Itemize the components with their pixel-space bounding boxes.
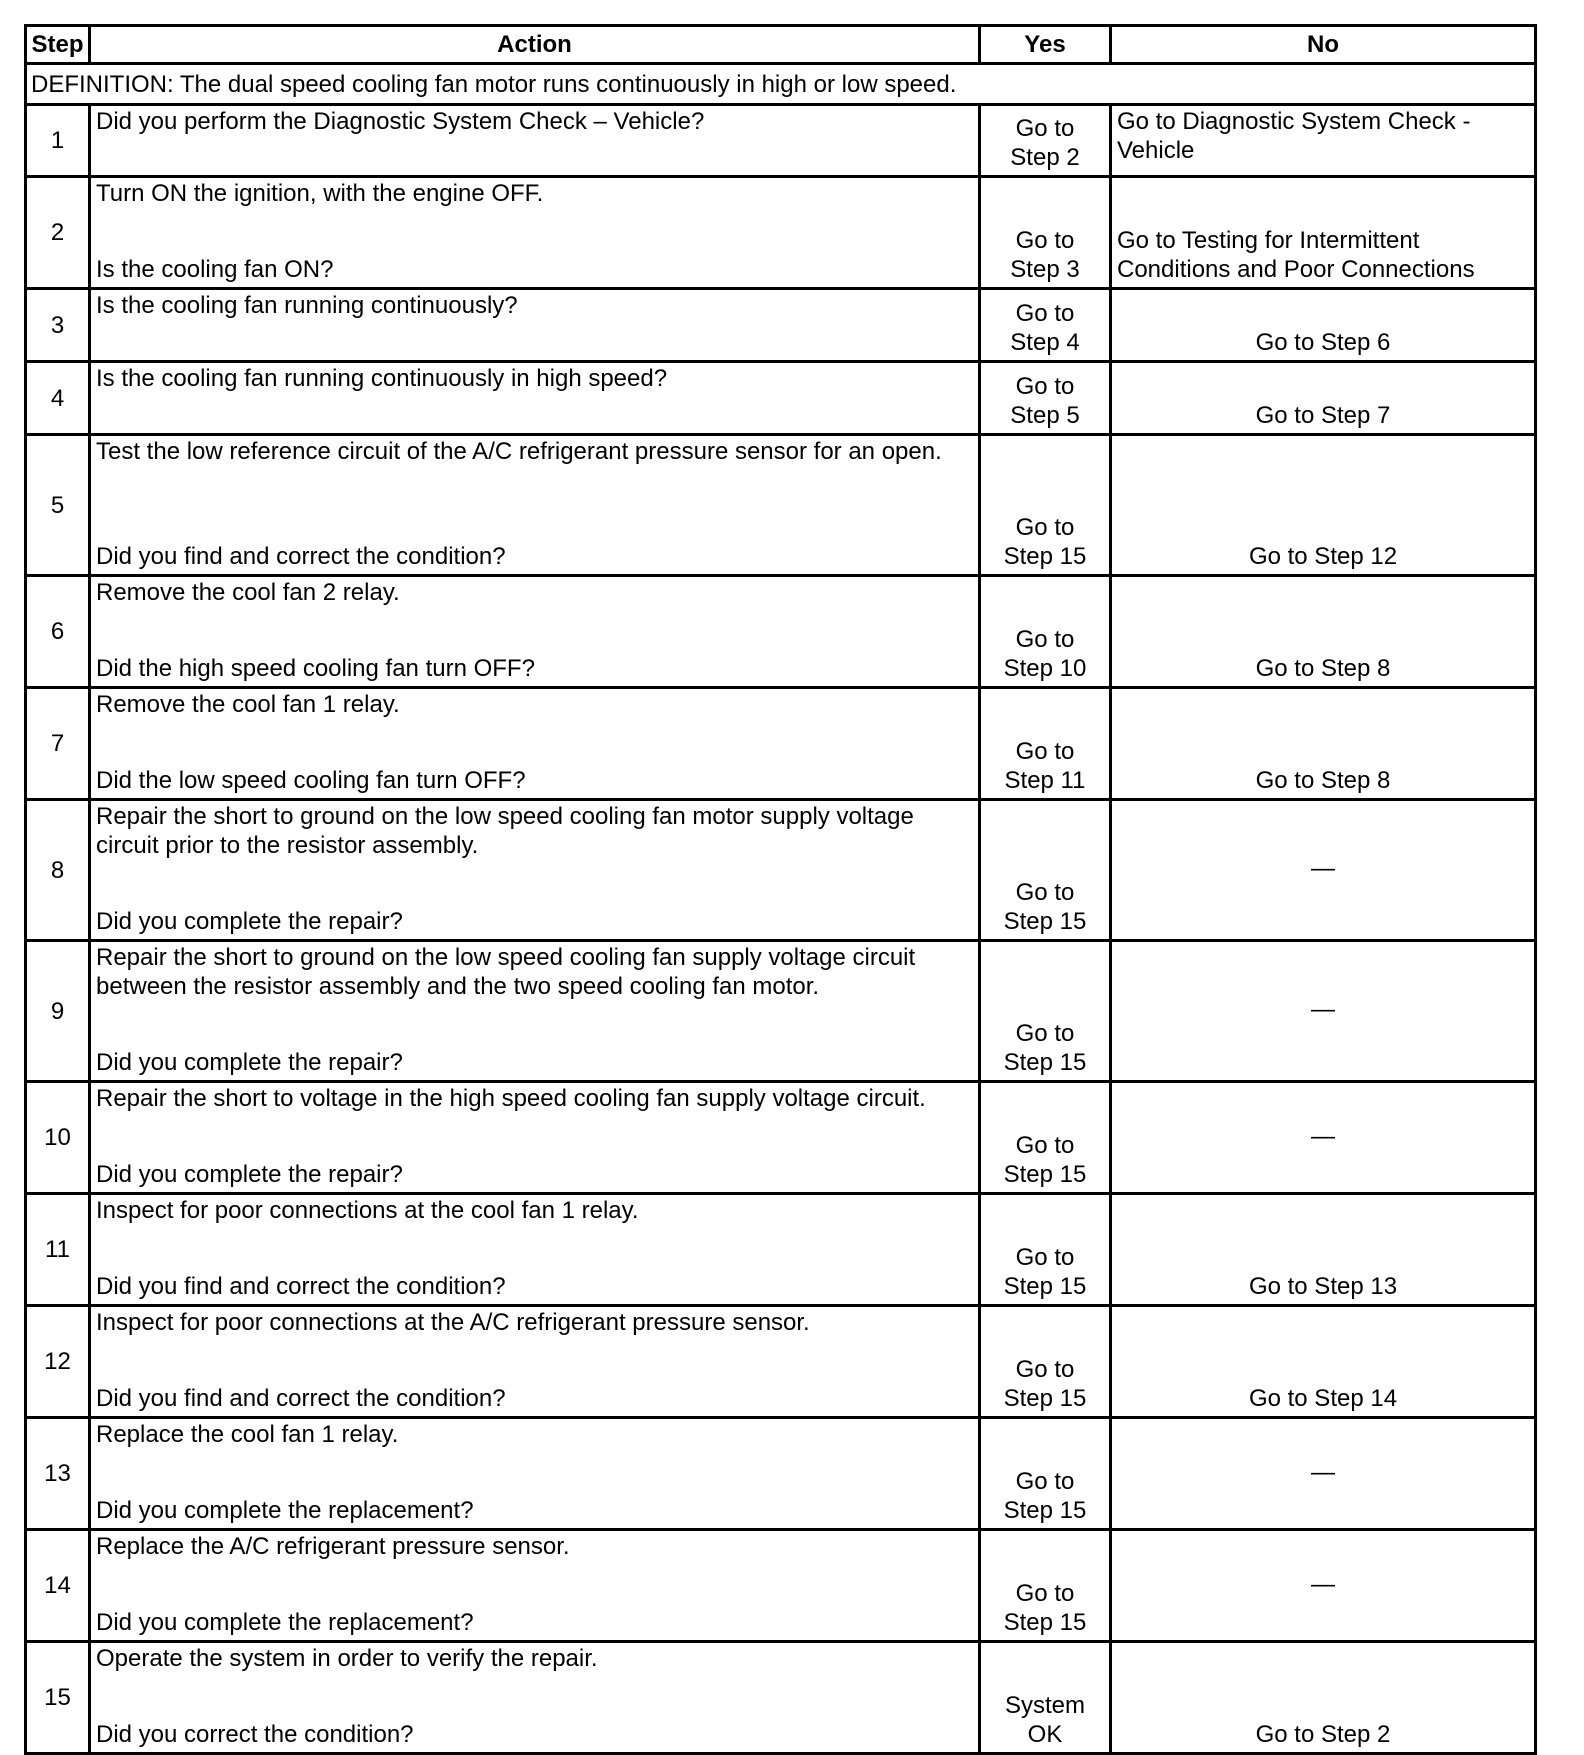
action-question: Did you complete the repair? — [96, 1161, 403, 1188]
table-row — [26, 362, 1536, 435]
action-cell — [90, 435, 980, 576]
action-question: Did you find and correct the condition? — [96, 1385, 506, 1412]
action-cell — [90, 105, 980, 177]
action-question: Did you complete the repair? — [96, 908, 403, 935]
table-row — [26, 105, 1536, 177]
no-cell: Go to Step 14 — [1111, 1306, 1536, 1418]
table-row — [26, 435, 1536, 576]
no-cell-empty-dash: — — [1111, 1530, 1536, 1642]
action-cell — [90, 941, 980, 1082]
yes-cell — [980, 1306, 1111, 1418]
step-number: 1 — [26, 105, 90, 177]
yes-result-line: Go to — [1015, 1132, 1075, 1159]
yes-result-line: Go to — [1015, 626, 1075, 653]
action-cell — [90, 1418, 980, 1530]
action-cell — [90, 688, 980, 800]
action-content — [96, 107, 974, 172]
no-cell: Go to Step 6 — [1111, 289, 1536, 362]
action-content — [96, 943, 974, 1077]
table-row — [26, 576, 1536, 688]
yes-result-line: Step 2 — [1010, 144, 1080, 171]
header-action: Action — [90, 26, 980, 64]
table-row — [26, 289, 1536, 362]
yes-result-line: System — [1004, 1692, 1085, 1719]
action-instruction: Inspect for poor connections at the A/C refrigerant pressure sensor. — [96, 1309, 810, 1336]
action-question: Did you complete the repair? — [96, 1049, 403, 1076]
action-content — [96, 291, 974, 357]
action-content — [96, 437, 974, 571]
yes-result-line: Step 15 — [1003, 1161, 1087, 1188]
yes-result-line: Go to — [1015, 1020, 1075, 1047]
yes-result-line: Step 3 — [1010, 256, 1080, 283]
yes-result-line: Step 15 — [1003, 1273, 1087, 1300]
action-instruction: Operate the system in order to verify the repair. — [96, 1645, 598, 1672]
action-cell — [90, 800, 980, 941]
yes-cell — [980, 289, 1111, 362]
no-cell: Go to Step 8 — [1111, 576, 1536, 688]
step-number: 8 — [26, 800, 90, 941]
yes-cell — [980, 362, 1111, 435]
action-content — [96, 1196, 974, 1301]
step-number: 9 — [26, 941, 90, 1082]
no-cell: Go to Testing for Intermittent Conditions and Poor Connections — [1111, 177, 1536, 289]
yes-result-line: Go to — [1015, 300, 1075, 327]
table-row — [26, 177, 1536, 289]
definition-text: DEFINITION: The dual speed cooling fan motor runs continuously in high or low speed. — [26, 64, 1536, 105]
step-number: 3 — [26, 289, 90, 362]
header-no: No — [1111, 26, 1536, 64]
step-number: 4 — [26, 362, 90, 435]
yes-result-line: Go to — [1015, 1244, 1075, 1271]
table-row — [26, 1530, 1536, 1642]
no-cell-empty-dash: — — [1111, 941, 1536, 1082]
yes-cell — [980, 177, 1111, 289]
no-cell: Go to Step 7 — [1111, 362, 1536, 435]
action-instruction: Did you perform the Diagnostic System Check – Vehicle? — [96, 108, 705, 135]
yes-result-line: OK — [1027, 1721, 1063, 1748]
step-number: 13 — [26, 1418, 90, 1530]
action-instruction: Repair the short to voltage in the high speed cooling fan supply voltage circuit. — [96, 1085, 926, 1112]
yes-cell — [980, 1194, 1111, 1306]
action-question: Did you complete the replacement? — [96, 1497, 474, 1524]
yes-result-line: Go to — [1015, 1356, 1075, 1383]
action-question: Did you complete the replacement? — [96, 1609, 474, 1636]
yes-result-line: Step 15 — [1003, 1049, 1087, 1076]
yes-result-line: Step 15 — [1003, 908, 1087, 935]
yes-cell — [980, 105, 1111, 177]
yes-result-line: Go to — [1015, 1580, 1075, 1607]
action-question: Did you find and correct the condition? — [96, 543, 506, 570]
table-row — [26, 688, 1536, 800]
action-instruction: Turn ON the ignition, with the engine OFF. — [96, 180, 544, 207]
table-row — [26, 1082, 1536, 1194]
yes-result-line: Step 4 — [1010, 329, 1080, 356]
action-instruction: Repair the short to ground on the low speed cooling fan supply voltage circuit between the resistor assembly and the two speed cooling fan motor. — [96, 944, 916, 1000]
action-cell — [90, 177, 980, 289]
header-step: Step — [26, 26, 90, 64]
action-instruction: Replace the A/C refrigerant pressure sensor. — [96, 1533, 570, 1560]
no-cell: Go to Step 12 — [1111, 435, 1536, 576]
action-cell — [90, 289, 980, 362]
yes-cell — [980, 576, 1111, 688]
action-content — [96, 1644, 974, 1749]
yes-result-line: Step 15 — [1003, 1609, 1087, 1636]
yes-result-line: Go to — [1015, 115, 1075, 142]
no-cell-empty-dash: — — [1111, 1082, 1536, 1194]
action-content — [96, 802, 974, 936]
action-instruction: Repair the short to ground on the low speed cooling fan motor supply voltage circuit prior to the resistor assembly. — [96, 803, 914, 859]
no-cell-empty-dash: — — [1111, 800, 1536, 941]
step-number: 2 — [26, 177, 90, 289]
header-yes: Yes — [980, 26, 1111, 64]
table-row — [26, 1418, 1536, 1530]
step-number: 15 — [26, 1642, 90, 1754]
definition-row — [26, 64, 1536, 105]
yes-cell — [980, 435, 1111, 576]
yes-result-line: Step 15 — [1003, 1385, 1087, 1412]
yes-result-line: Step 15 — [1003, 543, 1087, 570]
action-instruction: Test the low reference circuit of the A/C refrigerant pressure sensor for an open. — [96, 438, 942, 465]
table-row — [26, 800, 1536, 941]
yes-result-line: Step 5 — [1010, 402, 1080, 429]
action-question: Did the high speed cooling fan turn OFF? — [96, 655, 535, 682]
step-number: 12 — [26, 1306, 90, 1418]
action-cell — [90, 1194, 980, 1306]
step-number: 14 — [26, 1530, 90, 1642]
yes-cell — [980, 1530, 1111, 1642]
action-instruction: Remove the cool fan 2 relay. — [96, 579, 400, 606]
action-cell — [90, 362, 980, 435]
table-row — [26, 1642, 1536, 1754]
action-cell — [90, 1082, 980, 1194]
yes-result-line: Step 10 — [1003, 655, 1087, 682]
action-content — [96, 179, 974, 284]
no-cell-empty-dash: — — [1111, 1418, 1536, 1530]
yes-result-line: Go to — [1015, 227, 1075, 254]
action-instruction: Remove the cool fan 1 relay. — [96, 691, 400, 718]
yes-result-line: Go to — [1015, 1468, 1075, 1495]
yes-cell — [980, 1642, 1111, 1754]
action-question: Did the low speed cooling fan turn OFF? — [96, 767, 526, 794]
action-content — [96, 1532, 974, 1637]
header-row — [26, 26, 1536, 64]
action-content — [96, 578, 974, 683]
action-content — [96, 1308, 974, 1413]
action-question: Did you correct the condition? — [96, 1721, 414, 1748]
step-number: 11 — [26, 1194, 90, 1306]
no-cell: Go to Step 2 — [1111, 1642, 1536, 1754]
diagnostic-table — [24, 24, 1537, 1755]
step-number: 7 — [26, 688, 90, 800]
action-content — [96, 1084, 974, 1189]
action-instruction: Inspect for poor connections at the cool fan 1 relay. — [96, 1197, 639, 1224]
no-cell: Go to Step 8 — [1111, 688, 1536, 800]
action-content — [96, 690, 974, 795]
table-row — [26, 1194, 1536, 1306]
step-number: 10 — [26, 1082, 90, 1194]
yes-cell — [980, 1082, 1111, 1194]
action-cell — [90, 1642, 980, 1754]
yes-cell — [980, 800, 1111, 941]
action-instruction: Replace the cool fan 1 relay. — [96, 1421, 399, 1448]
table-row — [26, 941, 1536, 1082]
no-cell: Go to Step 13 — [1111, 1194, 1536, 1306]
yes-result-line: Go to — [1015, 879, 1075, 906]
step-number: 5 — [26, 435, 90, 576]
action-question: Did you find and correct the condition? — [96, 1273, 506, 1300]
no-cell: Go to Diagnostic System Check - Vehicle — [1111, 105, 1536, 177]
yes-result-line: Step 15 — [1003, 1497, 1087, 1524]
yes-result-line: Go to — [1015, 738, 1075, 765]
yes-result-line: Go to — [1015, 514, 1075, 541]
action-instruction: Is the cooling fan running continuously in high speed? — [96, 365, 668, 392]
action-content — [96, 364, 974, 430]
action-instruction: Is the cooling fan running continuously? — [96, 292, 518, 319]
action-question: Is the cooling fan ON? — [96, 256, 334, 283]
yes-result-line: Step 11 — [1004, 767, 1086, 794]
step-number: 6 — [26, 576, 90, 688]
action-cell — [90, 1530, 980, 1642]
table-row — [26, 1306, 1536, 1418]
action-cell — [90, 1306, 980, 1418]
yes-cell — [980, 688, 1111, 800]
action-cell — [90, 576, 980, 688]
yes-cell — [980, 1418, 1111, 1530]
action-content — [96, 1420, 974, 1525]
yes-cell — [980, 941, 1111, 1082]
yes-result-line: Go to — [1015, 373, 1075, 400]
